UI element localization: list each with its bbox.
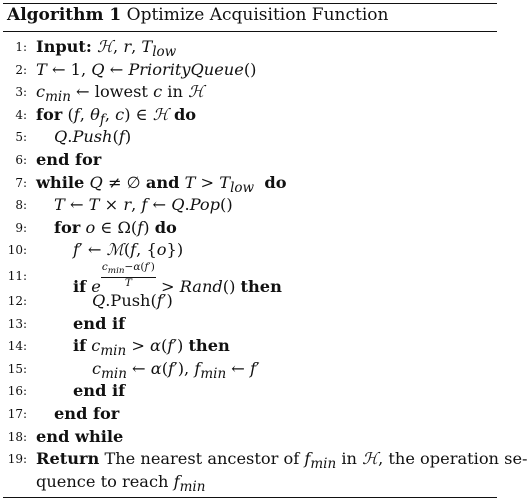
line-number: 16:: [7, 384, 27, 399]
line-code: Q.Push(f′): [92, 290, 173, 310]
algorithm-line-continuation: [0, 471, 500, 493]
line-code: Input: ℋ, r, $T_{low}$: [36, 37, 177, 61]
algorithm-label: Algorithm 1: [7, 5, 122, 25]
line-code: if e $\frac{c_{min}-\alpha(f')}{T}$ > Rand() then: [73, 260, 282, 297]
algorithm-line: [0, 290, 500, 313]
line-number: 11:: [7, 268, 27, 283]
line-number: 1:: [15, 40, 27, 54]
algorithm-line: [0, 172, 500, 195]
algorithm-line: [0, 217, 500, 240]
algorithm-title: Optimize Acquisition Function: [126, 5, 389, 25]
line-code: end if: [73, 313, 126, 333]
algorithm-line: [0, 313, 500, 336]
line-number: 17:: [7, 406, 27, 421]
algorithm-line: [0, 358, 500, 381]
line-code: if $c_{min} > \alpha(f')$ then: [73, 336, 230, 360]
line-code: for o ∈ Ω(f) do: [54, 217, 177, 237]
line-code: end while: [36, 426, 124, 446]
line-code: end for: [36, 149, 102, 169]
line-number: 10:: [7, 243, 27, 258]
line-code: T ← 1, Q ← PriorityQueue(): [36, 59, 257, 79]
line-number: 15:: [7, 361, 27, 376]
line-number: 13:: [7, 316, 27, 331]
line-code: while Q ≠ ∅ and $T > T_{low}$ do: [36, 172, 287, 196]
line-number: 19:: [7, 452, 27, 467]
algorithm-line: [0, 36, 500, 59]
algorithm-line: [0, 448, 528, 473]
line-code: quence to reach $f_{min}$: [36, 471, 206, 495]
algorithm-line: [0, 239, 500, 262]
algorithm-line: [0, 380, 500, 403]
algorithm-line: [0, 126, 500, 149]
line-number: 7:: [15, 175, 27, 190]
line-code: end if: [73, 381, 126, 401]
line-code: for (f, $\theta_f$, c) ∈ ℋ do: [36, 104, 197, 129]
line-number: 6:: [15, 152, 27, 167]
algorithm-lines: [0, 36, 528, 495]
line-code: Q.Push(f): [54, 127, 132, 147]
line-number: 5:: [15, 130, 27, 145]
algorithm-line: [0, 194, 500, 217]
line-code: $c_{min}$ ← lowest c in ℋ: [36, 82, 205, 106]
line-code: end for: [54, 403, 120, 423]
line-code: $c_{min}$ ← α(f′), $f_{min}$ ← f′: [92, 358, 260, 382]
line-number: 2:: [15, 62, 27, 77]
algorithm-line: [0, 149, 500, 172]
algorithm-line: [0, 59, 500, 82]
algorithm-line: [0, 81, 500, 104]
caption-rule: [3, 31, 497, 32]
line-number: 9:: [15, 220, 27, 235]
line-number: 12:: [7, 293, 27, 308]
algorithm-line: [0, 260, 500, 297]
bottom-rule: [3, 497, 497, 498]
line-number: 18:: [7, 429, 27, 444]
top-rule: [3, 3, 497, 4]
line-number: 8:: [15, 198, 27, 213]
algorithm-line: [0, 335, 500, 358]
line-code: T ← T × r, f ← Q.Pop(): [54, 195, 233, 215]
algorithm-caption: [7, 5, 388, 25]
line-code: Return The nearest ancestor of $f_{min}$ in ℋ, the operation se-: [36, 449, 528, 473]
algorithm-line: [0, 426, 500, 449]
line-number: 14:: [7, 339, 27, 354]
line-number: 4:: [15, 107, 27, 122]
line-number: 3:: [15, 85, 27, 100]
algorithm-line: [0, 403, 500, 426]
algorithm-line: [0, 104, 500, 127]
line-code: f′ ← ℳ(f, {o}): [73, 240, 184, 260]
